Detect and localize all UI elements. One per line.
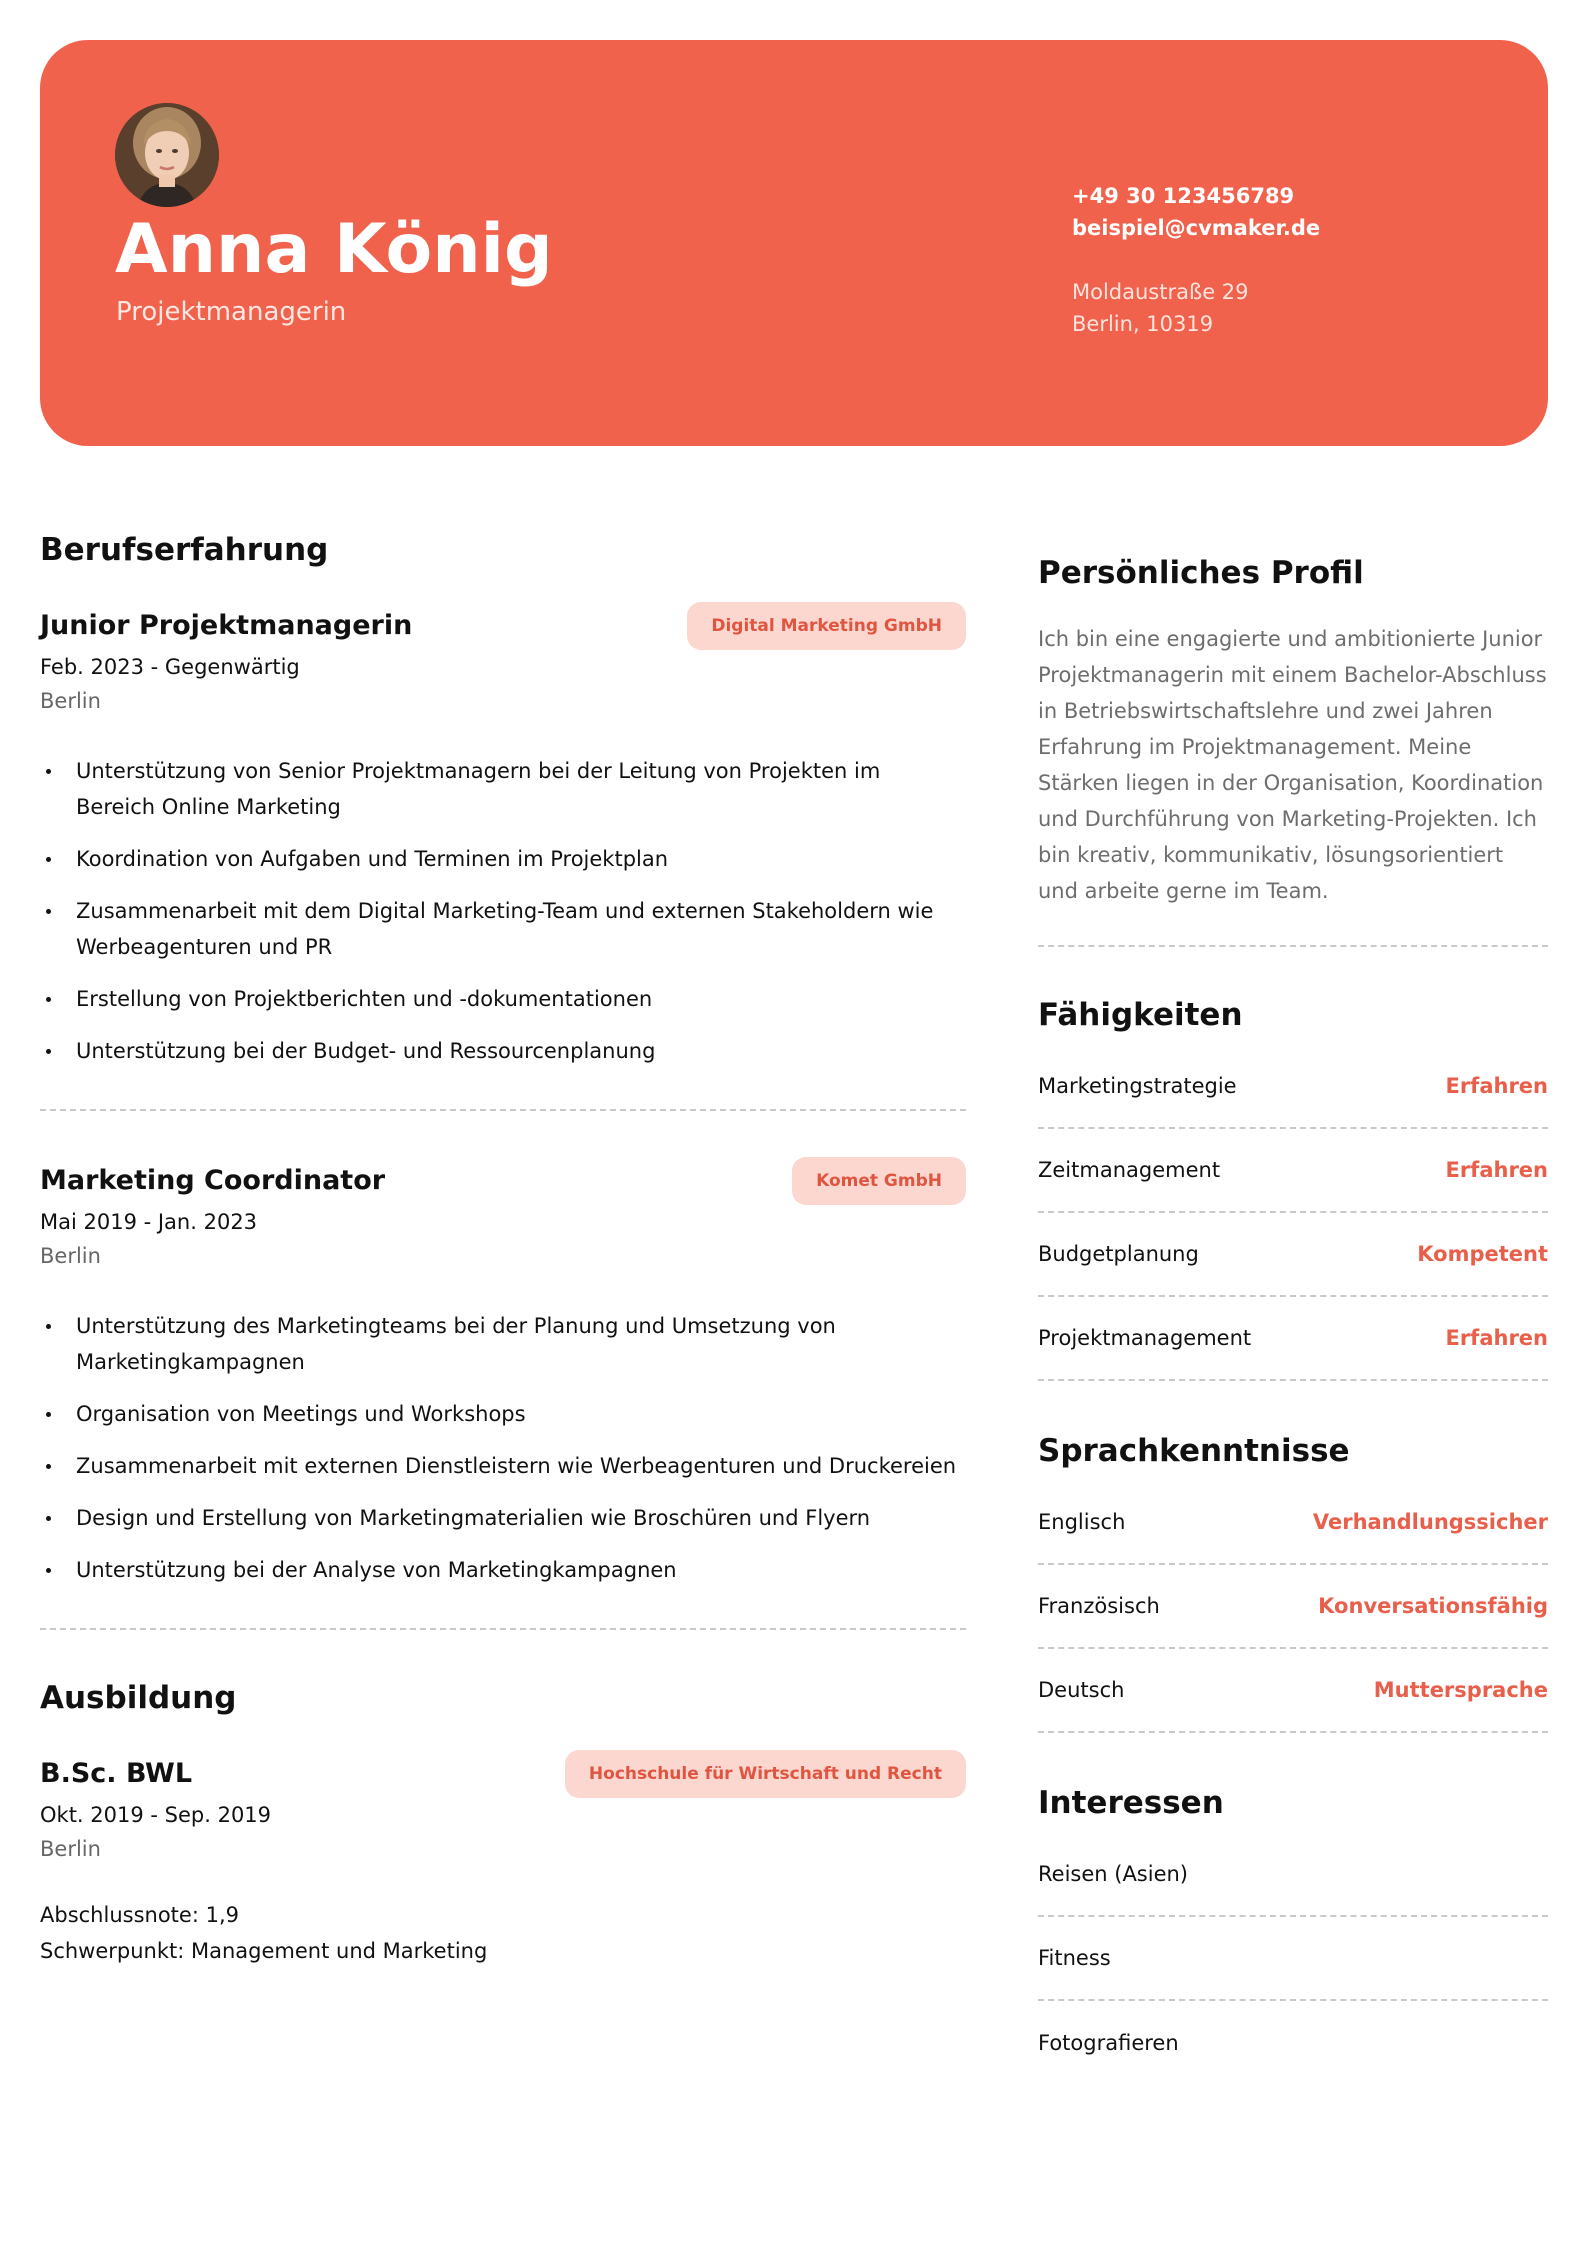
divider xyxy=(1038,945,1548,947)
job-location: Berlin xyxy=(40,1244,101,1268)
list-item: Zusammenarbeit mit dem Digital Marketing-Team und externen Stakeholdern wie Werbeagenturen und PR xyxy=(40,893,966,965)
education-location: Berlin xyxy=(40,1837,101,1861)
language-name: Deutsch xyxy=(1038,1678,1125,1702)
skill-row xyxy=(1038,1129,1548,1213)
skill-row xyxy=(1038,1213,1548,1297)
language-name: Französisch xyxy=(1038,1594,1160,1618)
language-name: Englisch xyxy=(1038,1510,1126,1534)
avatar xyxy=(115,103,219,207)
phone-number[interactable]: +49 30 123456789 xyxy=(1072,184,1295,208)
school-badge: Hochschule für Wirtschaft und Recht xyxy=(565,1750,966,1798)
skill-level: Erfahren xyxy=(1445,1326,1548,1350)
right-column xyxy=(1038,555,1548,2085)
interest-row xyxy=(1038,1833,1548,1917)
language-row xyxy=(1038,1481,1548,1565)
skill-name: Budgetplanung xyxy=(1038,1242,1199,1266)
language-level: Muttersprache xyxy=(1373,1678,1548,1702)
skill-name: Zeitmanagement xyxy=(1038,1158,1221,1182)
profile-heading: Persönliches Profil xyxy=(1038,555,1364,591)
list-item: Unterstützung bei der Budget- und Ressourcenplanung xyxy=(40,1033,966,1069)
skill-level: Kompetent xyxy=(1417,1242,1548,1266)
languages-list xyxy=(1038,1481,1548,1733)
list-item: Koordination von Aufgaben und Terminen im Projektplan xyxy=(40,841,966,877)
candidate-role: Projektmanagerin xyxy=(116,297,347,327)
list-item: Design und Erstellung von Marketingmaterialien wie Broschüren und Flyern xyxy=(40,1500,966,1536)
company-badge: Komet GmbH xyxy=(792,1157,966,1205)
skill-name: Projektmanagement xyxy=(1038,1326,1252,1350)
job-entry xyxy=(40,1157,966,1588)
education-entry xyxy=(40,1750,966,1969)
interest-name: Reisen (Asien) xyxy=(1038,1862,1189,1886)
skill-row xyxy=(1038,1297,1548,1381)
job-bullets xyxy=(40,753,966,1069)
interest-row xyxy=(1038,1917,1548,2001)
languages-heading: Sprachkenntnisse xyxy=(1038,1433,1350,1469)
divider xyxy=(40,1628,966,1630)
interest-row xyxy=(1038,2001,1548,2085)
left-column xyxy=(40,500,966,1969)
profile-photo-icon xyxy=(115,103,219,207)
company-badge: Digital Marketing GmbH xyxy=(687,602,966,650)
divider xyxy=(40,1109,966,1111)
street-address: Moldaustraße 29 xyxy=(1072,280,1249,304)
list-item: Unterstützung bei der Analyse von Marketingkampagnen xyxy=(40,1552,966,1588)
experience-heading: Berufserfahrung xyxy=(40,532,329,568)
language-level: Verhandlungssicher xyxy=(1312,1510,1548,1534)
list-item: Organisation von Meetings und Workshops xyxy=(40,1396,966,1432)
interests-heading: Interessen xyxy=(1038,1785,1224,1821)
skill-row xyxy=(1038,1045,1548,1129)
city-address: Berlin, 10319 xyxy=(1072,312,1214,336)
profile-text: Ich bin eine engagierte und ambitionierte Junior Projektmanagerin mit einem Bachelor-Abschluss in Betriebswirtschaftslehre und zwei Jahren Erfahrung im Projektmanagement. Meine Stärken liegen in der Organisation, Koordination und Durchführung von Marketing-Projekten. Ich bin kreativ, kommunikativ, lösungsorientiert und arbeite gerne im Team. xyxy=(1038,627,1547,903)
job-dates: Mai 2019 - Jan. 2023 xyxy=(40,1210,258,1234)
education-heading: Ausbildung xyxy=(40,1680,237,1716)
language-row xyxy=(1038,1649,1548,1733)
skills-list xyxy=(1038,1045,1548,1381)
job-location: Berlin xyxy=(40,689,101,713)
job-bullets xyxy=(40,1308,966,1588)
skills-heading: Fähigkeiten xyxy=(1038,997,1243,1033)
skill-level: Erfahren xyxy=(1445,1158,1548,1182)
list-item: Unterstützung von Senior Projektmanagern bei der Leitung von Projekten im Bereich Online Marketing xyxy=(40,753,966,825)
job-entry xyxy=(40,602,966,1069)
list-item: Erstellung von Projektberichten und -dokumentationen xyxy=(40,981,966,1017)
candidate-name: Anna König xyxy=(115,210,553,289)
interest-name: Fitness xyxy=(1038,1946,1111,1970)
email-address[interactable]: beispiel@cvmaker.de xyxy=(1072,216,1321,240)
degree-title: B.Sc. BWL xyxy=(40,1758,193,1789)
skill-level: Erfahren xyxy=(1445,1074,1548,1098)
contact-block xyxy=(1072,180,1320,340)
education-dates: Okt. 2019 - Sep. 2019 xyxy=(40,1803,272,1827)
education-grade: Abschlussnote: 1,9 xyxy=(40,1903,239,1927)
interest-name: Fotografieren xyxy=(1038,2031,1179,2055)
list-item: Unterstützung des Marketingteams bei der Planung und Umsetzung von Marketingkampagnen xyxy=(40,1308,966,1380)
language-row xyxy=(1038,1565,1548,1649)
interests-list xyxy=(1038,1833,1548,2085)
header-card xyxy=(40,40,1548,446)
education-details xyxy=(40,1897,966,1969)
education-focus: Schwerpunkt: Management und Marketing xyxy=(40,1939,488,1963)
job-title: Junior Projektmanagerin xyxy=(40,610,413,641)
job-dates: Feb. 2023 - Gegenwärtig xyxy=(40,655,300,679)
language-level: Konversationsfähig xyxy=(1318,1594,1548,1618)
job-title: Marketing Coordinator xyxy=(40,1165,386,1196)
skill-name: Marketingstrategie xyxy=(1038,1074,1237,1098)
list-item: Zusammenarbeit mit externen Dienstleistern wie Werbeagenturen und Druckereien xyxy=(40,1448,966,1484)
